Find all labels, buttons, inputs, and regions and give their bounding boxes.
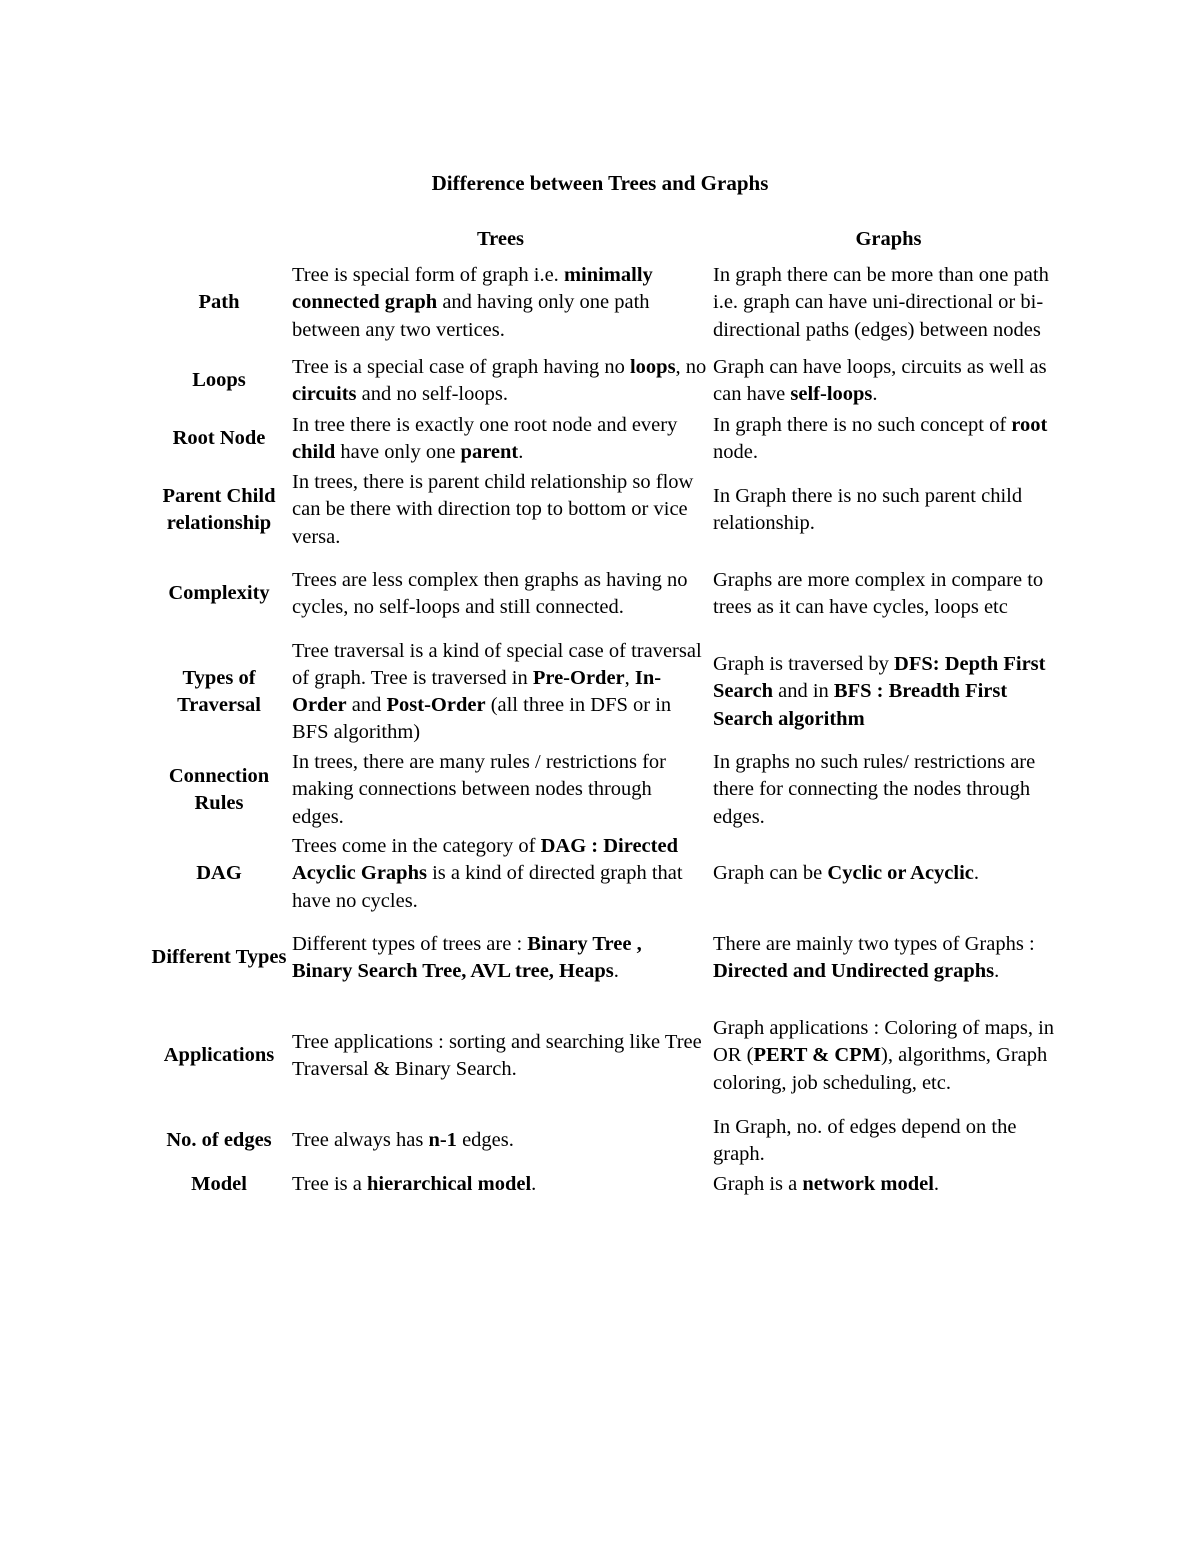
bold-text-run: Binary Tree , Binary Search Tree, AVL tree, Heaps	[292, 932, 642, 982]
text-run: Tree is a special case of graph having no	[292, 355, 630, 378]
comparison-table	[148, 226, 1066, 1200]
text-run: Graph is a	[713, 1173, 803, 1196]
table-row	[148, 1170, 1066, 1200]
text-run: .	[872, 383, 878, 405]
text-run: Different types of trees are :	[292, 932, 528, 955]
graphs-cell	[711, 748, 1066, 832]
text-run: edges.	[456, 1129, 514, 1152]
trees-cell	[290, 254, 711, 352]
text-run: Tree always has	[292, 1129, 429, 1152]
row-label: Applications	[163, 1044, 275, 1067]
graphs-cell	[711, 410, 1066, 468]
row-label: Complexity	[168, 582, 270, 605]
text-run: .	[933, 1173, 940, 1196]
header-label	[148, 226, 290, 254]
text-run: Trees are less complex then graphs as having no cycles, no self-loops and still connected.	[292, 568, 688, 618]
text-run: In Graph there is no such parent child relationship.	[713, 484, 1023, 534]
table-row	[148, 254, 1066, 352]
trees-cell	[290, 636, 711, 748]
row-label: Root Node	[172, 427, 266, 450]
header-graphs: Graphs	[855, 228, 922, 251]
trees-cell	[290, 1170, 711, 1200]
graphs-cell	[711, 468, 1066, 552]
text-run: , no	[675, 355, 707, 378]
graphs-cell	[711, 552, 1066, 636]
table-row	[148, 352, 1066, 410]
graphs-cell	[711, 352, 1066, 410]
document-title: Difference between Trees and Graphs	[431, 171, 769, 195]
table-row	[148, 410, 1066, 468]
text-run: .	[973, 862, 980, 885]
bold-text-run: hierarchical model	[366, 1173, 532, 1196]
text-run: .	[518, 441, 524, 463]
graphs-cell	[711, 1170, 1066, 1200]
bold-text-run: PERT & CPM	[753, 1044, 882, 1067]
bold-text-run: BFS : Breadth First Search algorithm	[713, 680, 1008, 730]
graphs-cell	[711, 832, 1066, 916]
text-run: In tree there is exactly one root node and every	[292, 413, 678, 436]
text-run: Tree is special form of graph i.e.	[292, 264, 564, 287]
row-label: Types of Traversal	[177, 666, 261, 716]
text-run: .	[613, 960, 619, 982]
text-run: node.	[713, 441, 758, 463]
row-label: No. of edges	[166, 1129, 272, 1152]
table-row	[148, 1000, 1066, 1112]
table-row	[148, 552, 1066, 636]
trees-cell	[290, 410, 711, 468]
text-run: Tree is a	[292, 1173, 367, 1196]
text-run: In graph there is no such concept of	[713, 413, 1012, 436]
graphs-cell	[711, 1000, 1066, 1112]
trees-cell	[290, 352, 711, 410]
text-run: .	[531, 1173, 537, 1196]
table-row	[148, 832, 1066, 916]
text-run: In Graph, no. of edges depend on the graph.	[713, 1115, 1017, 1165]
bold-text-run: root	[1011, 413, 1048, 436]
row-label: Connection Rules	[168, 764, 270, 814]
text-run: Tree applications : sorting and searching like Tree Traversal & Binary Search.	[292, 1030, 702, 1080]
row-label: Model	[191, 1173, 247, 1196]
text-run: Graph can have loops, circuits as well as can have	[713, 355, 1047, 405]
bold-text-run: parent	[460, 441, 519, 463]
text-run: Graph is traversed by	[713, 653, 895, 676]
text-run: and in	[772, 680, 834, 703]
table-row	[148, 916, 1066, 1000]
row-label: Path	[198, 291, 240, 314]
row-label: Parent Child relationship	[162, 484, 276, 534]
text-run: Graphs are more complex in compare to trees as it can have cycles, loops etc	[713, 568, 1044, 618]
text-run: ), algorithms, Graph coloring, job scheduling, etc.	[713, 1044, 1048, 1094]
table-row	[148, 468, 1066, 552]
row-label: DAG	[196, 862, 242, 885]
header-trees: Trees	[476, 228, 525, 251]
text-run: .	[994, 960, 1000, 982]
text-run: ,	[624, 666, 635, 689]
bold-text-run: Pre-Order	[532, 666, 625, 689]
text-run: Graph can be	[713, 862, 828, 885]
text-run: is a kind of directed graph that have no cycles.	[292, 862, 683, 912]
table-header-row	[148, 226, 1066, 254]
bold-text-run: n-1	[428, 1129, 457, 1152]
graphs-cell	[711, 254, 1066, 352]
graphs-cell	[711, 1112, 1066, 1170]
bold-text-run: minimally connected graph	[292, 264, 653, 314]
bold-text-run: Post-Order	[386, 694, 486, 716]
bold-text-run: In-Order	[292, 666, 662, 716]
row-label: Different Types	[151, 946, 287, 969]
text-run: There are mainly two types of Graphs :	[713, 932, 1035, 955]
text-run: Tree traversal is a kind of special case of traversal of graph. Tree is traversed in	[292, 639, 702, 689]
table-row	[148, 748, 1066, 832]
bold-text-run: Cyclic or Acyclic	[827, 862, 974, 885]
bold-text-run: circuits	[292, 383, 357, 405]
bold-text-run: self-loops	[790, 383, 873, 405]
text-run: (all three in DFS or in BFS algorithm)	[292, 694, 672, 744]
trees-cell	[290, 552, 711, 636]
graphs-cell	[711, 636, 1066, 748]
graphs-cell	[711, 916, 1066, 1000]
trees-cell	[290, 832, 711, 916]
trees-cell	[290, 916, 711, 1000]
bold-text-run: DAG : Directed Acyclic Graphs	[292, 835, 678, 885]
trees-cell	[290, 1000, 711, 1112]
bold-text-run: child	[292, 441, 336, 463]
text-run: and	[346, 694, 387, 716]
row-label: Loops	[192, 369, 246, 392]
bold-text-run: Directed and Undirected graphs	[713, 960, 995, 982]
text-run: have only one	[335, 441, 461, 463]
text-run: and having only one path between any two vertices.	[292, 291, 650, 341]
trees-cell	[290, 1112, 711, 1170]
text-run: Graph applications : Coloring of maps, in OR (	[713, 1017, 1055, 1067]
text-run: In graphs no such rules/ restrictions are there for connecting the nodes through edges.	[713, 751, 1036, 828]
trees-cell	[290, 468, 711, 552]
text-run: Trees come in the category of	[292, 835, 541, 858]
trees-cell	[290, 748, 711, 832]
bold-text-run: DFS: Depth First Search	[713, 653, 1046, 703]
bold-text-run: network model	[802, 1173, 934, 1196]
text-run: In graph there can be more than one path i.e. graph can have uni-directional or bi-directional paths (edges) between nodes	[713, 264, 1049, 341]
table-row	[148, 636, 1066, 748]
text-run: In trees, there are many rules / restrictions for making connections between nodes through edges.	[292, 751, 666, 828]
text-run: In trees, there is parent child relationship so flow can be there with direction top to bottom or vice versa.	[292, 471, 694, 548]
bold-text-run: loops	[629, 355, 676, 378]
text-run: and no self-loops.	[356, 383, 508, 405]
table-row	[148, 1112, 1066, 1170]
